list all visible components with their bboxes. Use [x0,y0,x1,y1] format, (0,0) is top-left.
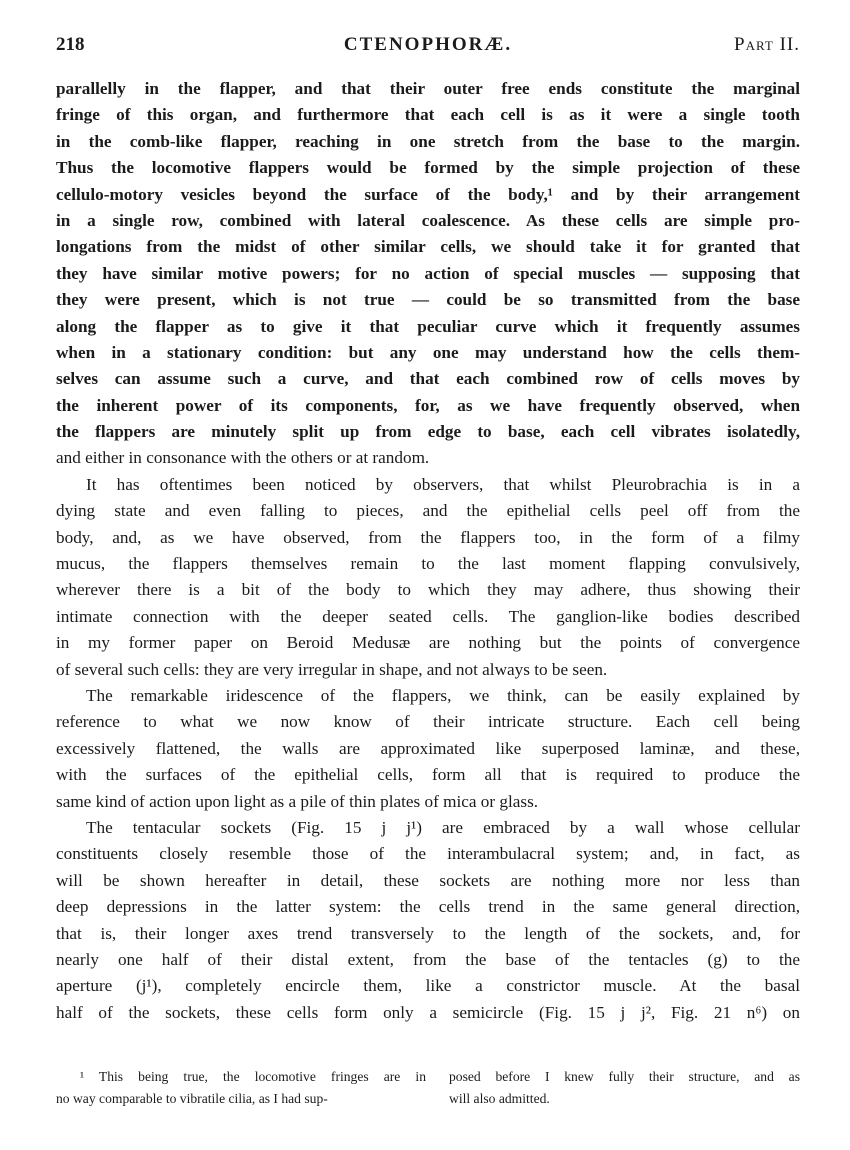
text-line: in the comb-like flapper, reaching in one stretch from the base to the margin. [56,131,800,151]
body-text [56,76,800,1026]
running-title: CTENOPHORÆ. [343,34,513,55]
text-line: in a single row, combined with lateral coalescence. As these cells are simple pro- [56,210,800,230]
paragraph-end-line: of several such cells: they are very irregular in shape, and not always to be seen. [56,659,608,679]
paragraph-start-line: The remarkable iridescence of the flappers, we think, can be easily explained by [86,685,800,705]
page-number: 218 [56,34,85,55]
text-line: constituents closely resemble those of the interambulacral system; and, in fact, as [56,844,800,864]
footnote-line: no way comparable to vibratile cilia, as I had sup- [56,1091,328,1106]
text-line: excessively flattened, the walls are approximated like superposed laminæ, and these, [56,738,800,758]
text-line: fringe of this organ, and furthermore that each cell is as it were a single tooth [56,105,800,125]
text-line: mucus, the flappers themselves remain to the last moment flapping convulsively, [56,554,800,574]
text-line: dying state and even falling to pieces, and the epithelial cells peel off from the [56,501,800,521]
text-line: intimate connection with the deeper seated cells. The ganglion-like bodies described [56,606,800,626]
text-line: they have similar motive powers; for no action of special muscles — supposing that [56,263,800,283]
text-line: half of the sockets, these cells form only a semicircle (Fig. 15 j j², Fig. 21 n⁶) on [56,1002,800,1022]
text-line: wherever there is a bit of the body to which they may adhere, thus showing their [56,580,800,600]
text-line: body, and, as we have observed, from the flappers too, in the form of a filmy [56,527,800,547]
paragraph-start-line: The tentacular sockets (Fig. 15 j j¹) are embraced by a wall whose cellular [86,817,800,837]
text-line: parallelly in the flapper, and that their outer free ends constitute the marginal [56,79,800,98]
text-line: in my former paper on Beroid Medusæ are nothing but the points of convergence [56,633,800,653]
paragraph-start-line: It has oftentimes been noticed by observers, that whilst Pleurobrachia is in a [86,474,800,494]
text-line: that is, their longer axes trend transversely to the length of the sockets, and, for [56,923,800,943]
paragraph-end-line: and either in consonance with the others or at random. [56,448,430,468]
paragraph-end-line: same kind of action upon light as a pile of thin plates of mica or glass. [56,791,539,811]
footnote-line: will also admitted. [449,1091,550,1106]
part-label: Part II. [734,34,800,55]
text-line: will be shown hereafter in detail, these sockets are nothing more nor less than [56,870,800,890]
text-line: they were present, which is not true — could be so transmitted from the base [56,290,800,310]
text-line: reference to what we now know of their intricate structure. Each cell being [56,712,800,732]
text-line: the inherent power of its components, for, as we have frequently observed, when [56,395,800,415]
text-line: aperture (j¹), completely encircle them, like a constrictor muscle. At the basal [56,976,800,996]
text-line: with the surfaces of the epithelial cells, form all that is required to produce the [56,765,800,785]
text-line: Thus the locomotive flappers would be formed by the simple projection of these [56,158,800,178]
page-header [56,34,800,58]
text-line: longations from the midst of other similar cells, we should take it for granted that [56,237,800,257]
footnote-column-left [56,1066,426,1110]
text-line: cellulo-motory vesicles beyond the surface of the body,¹ and by their arrangement [56,184,800,204]
text-line: deep depressions in the latter system: the cells trend in the same general direction, [56,897,800,917]
text-line: when in a stationary condition: but any one may understand how the cells them- [56,342,800,362]
footnote-line: ¹ This being true, the locomotive fringes are in [80,1069,426,1084]
text-line: selves can assume such a curve, and that each combined row of cells moves by [56,369,800,389]
footnote-line: posed before I knew fully their structure, and as [449,1069,800,1084]
footnote-column-right [449,1066,800,1110]
text-line: nearly one half of their distal extent, from the base of the tentacles (g) to the [56,949,800,969]
text-line: along the flapper as to give it that peculiar curve which it frequently assumes [56,316,800,336]
text-line: the flappers are minutely split up from edge to base, each cell vibrates isolatedly, [56,422,800,442]
